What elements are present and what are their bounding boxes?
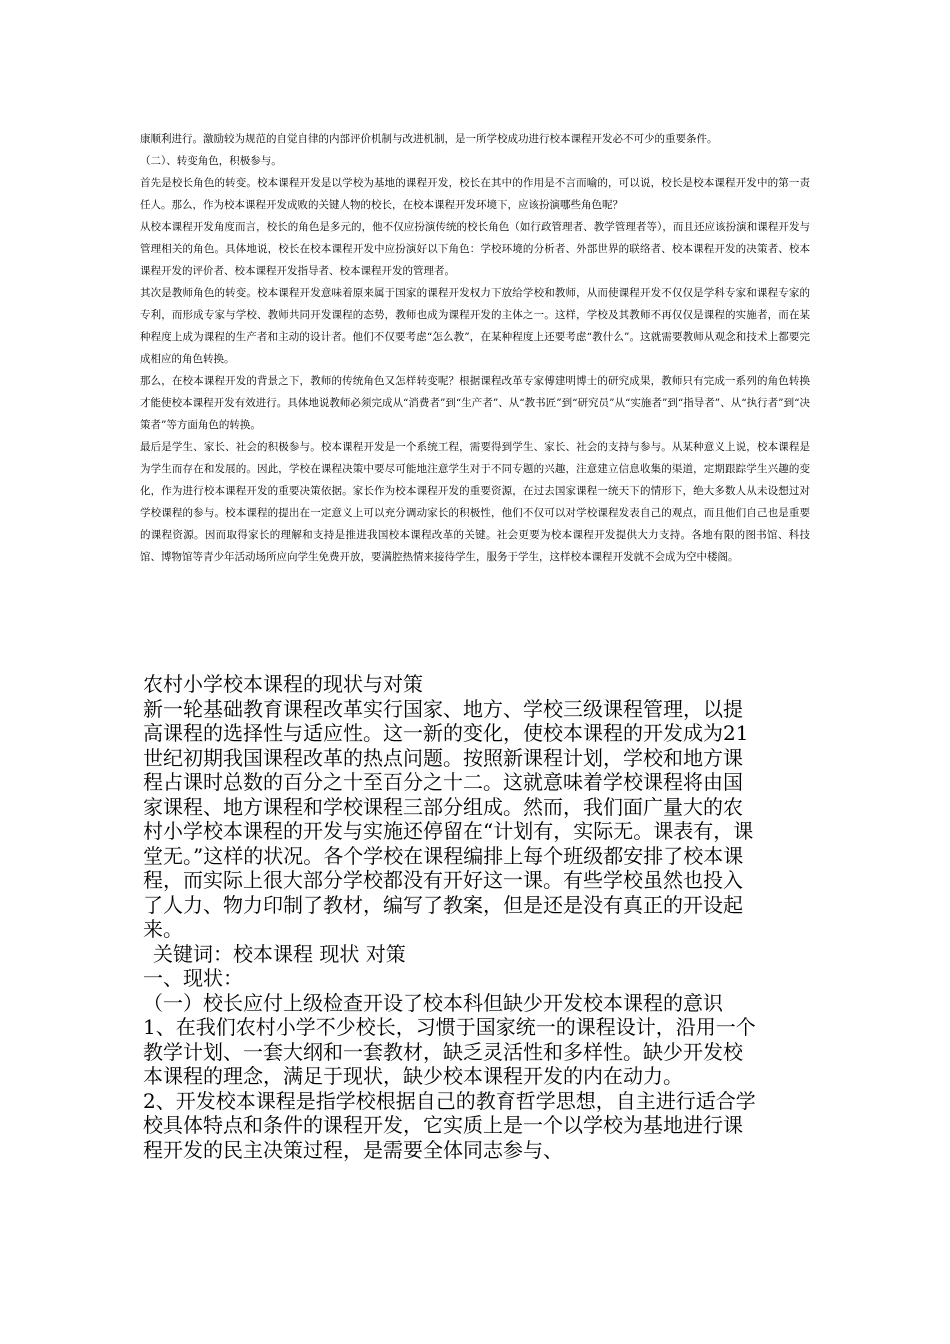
intro-paragraph: 新一轮基础教育课程改革实行国家、地方、学校三级课程管理，以提高课程的选择性与适应性。这一新的变化，使校本课程的开发成为21世纪初期我国课程改革的热点问题。按照新课程计划，学校和地方课程占课时总数的百分之十至百分之十二。这就意味着学校课程将由国家课程、地方课程和学校课程三部分组成。然而，我们面广量大的农村小学校本课程的开发与实施还停留在“计划有，实际无。课表有，课堂无。”这样的状况。各个学校在课程编排上每个班级都安排了校本课程，而实际上很大部分学校都没有开好这一课。有些学校虽然也投入了人力、物力印制了教材，编写了教案，但是还是没有真正的开设起来。 <box>143 696 754 941</box>
list-item-2: 2、开发校本课程是指学校根据自己的教育哲学思想，自主进行适合学校具体特点和条件的课程开发，它实质上是一个以学校为基地进行课程开发的民主决策过程，是需要全体同志参与、 <box>143 1088 756 1162</box>
paragraph: 其次是教师角色的转变。校本课程开发意味着原来属于国家的课程开发权力下放给学校和教师，从而使课程开发不仅仅是学科专家和课程专家的专利，而形成专家与学校、教师共同开发课程的态势，教师也成为课程开发的主体之一。这样，学校及其教师不再仅仅是课程的实施者，而在某种程度上成为课程的生产者和主动的设计者。他们不仅要考虑“怎么教”，在某种程度上还要考虑“教什么”。这就需要教师从观念和技术上都要完成相应的角色转换。 <box>140 287 810 365</box>
paragraph: 首先是校长角色的转变。校本课程开发是以学校为基地的课程开发，校长在其中的作用是不言而喻的，可以说，校长是校本课程开发中的第一责任人。那么，作为校本课程开发成败的关键人物的校长，在校本课程开发环境下，应该扮演哪些角色呢？ <box>140 177 810 211</box>
paragraph: 最后是学生、家长、社会的积极参与。校本课程开发是一个系统工程，需要得到学生、家长、社会的支持与参与。从某种意义上说，校本课程是为学生而存在和发展的。因此，学校在课程决策中要尽可能地注意学生对于不同专题的兴趣，注意建立信息收集的渠道，定期跟踪学生兴趣的变化，作为进行校本课程开发的重要决策依据。家长作为校本课程开发的重要资源，在过去国家课程一统天下的情形下，绝大多数人从未设想过对学校课程的参与。校本课程的提出在一定意义上可以充分调动家长的积极性，他们不仅可以对学校课程发表自己的观点，而且他们自己也是重要的课程资源。因而取得家长的理解和支持是推进我国校本课程改革的关键。社会更要为校本课程开发提供大力支持。各地有限的图书馆、科技馆、博物馆等青少年活动场所应向学生免费开放，要满腔热情来接待学生，服务于学生，这样校本课程开发就不会成为空中楼阁。 <box>140 441 810 563</box>
lower-text-block <box>143 672 758 1162</box>
paragraph: 康顺利进行。激励较为规范的自觉自律的内部评价机制与改进机制，是一所学校成功进行校本课程开发必不可少的重要条件。 <box>140 133 718 145</box>
paragraph: 那么，在校本课程开发的背景之下，教师的传统角色又怎样转变呢？根据课程改革专家傅建明博士的研究成果，教师只有完成一系列的角色转换才能使校本课程开发有效进行。具体地说教师必须完成从“消费者”到“生产者”、从“教书匠”到“研究员”从“实施者”到“指导者”、从“执行者”到“决策者”等方面角色的转换。 <box>140 375 810 431</box>
subheading: （一）校长应付上级检查开设了校本科但缺少开发校本课程的意识 <box>143 990 723 1015</box>
section-heading: （二）、转变角色，积极参与。 <box>140 155 282 167</box>
keywords: 关键词：校本课程 现状 对策 <box>153 941 406 966</box>
article-title: 农村小学校本课程的现状与对策 <box>143 672 423 696</box>
heading-current-status: 一、现状： <box>143 966 243 990</box>
list-item-1: 1、在我们农村小学不少校长，习惯于国家统一的课程设计，沿用一个教学计划、一套大纲和一套教材，缺乏灵活性和多样性。缺少开发校本课程的理念，满足于现状，缺少校本课程开发的内在动力。 <box>143 1015 756 1088</box>
paragraph: 从校本课程开发角度而言，校长的角色是多元的，他不仅应扮演传统的校长角色（如行政管理者、教学管理者等），而且还应该扮演和课程开发与管理相关的角色。具体地说，校长在校本课程开发中应扮演好以下角色：学校环境的分析者、外部世界的联络者、校本课程开发的决策者、校本课程开发的评价者、校本课程开发指导者、校本课程开发的管理者。 <box>140 221 810 277</box>
upper-text-block <box>140 128 810 568</box>
